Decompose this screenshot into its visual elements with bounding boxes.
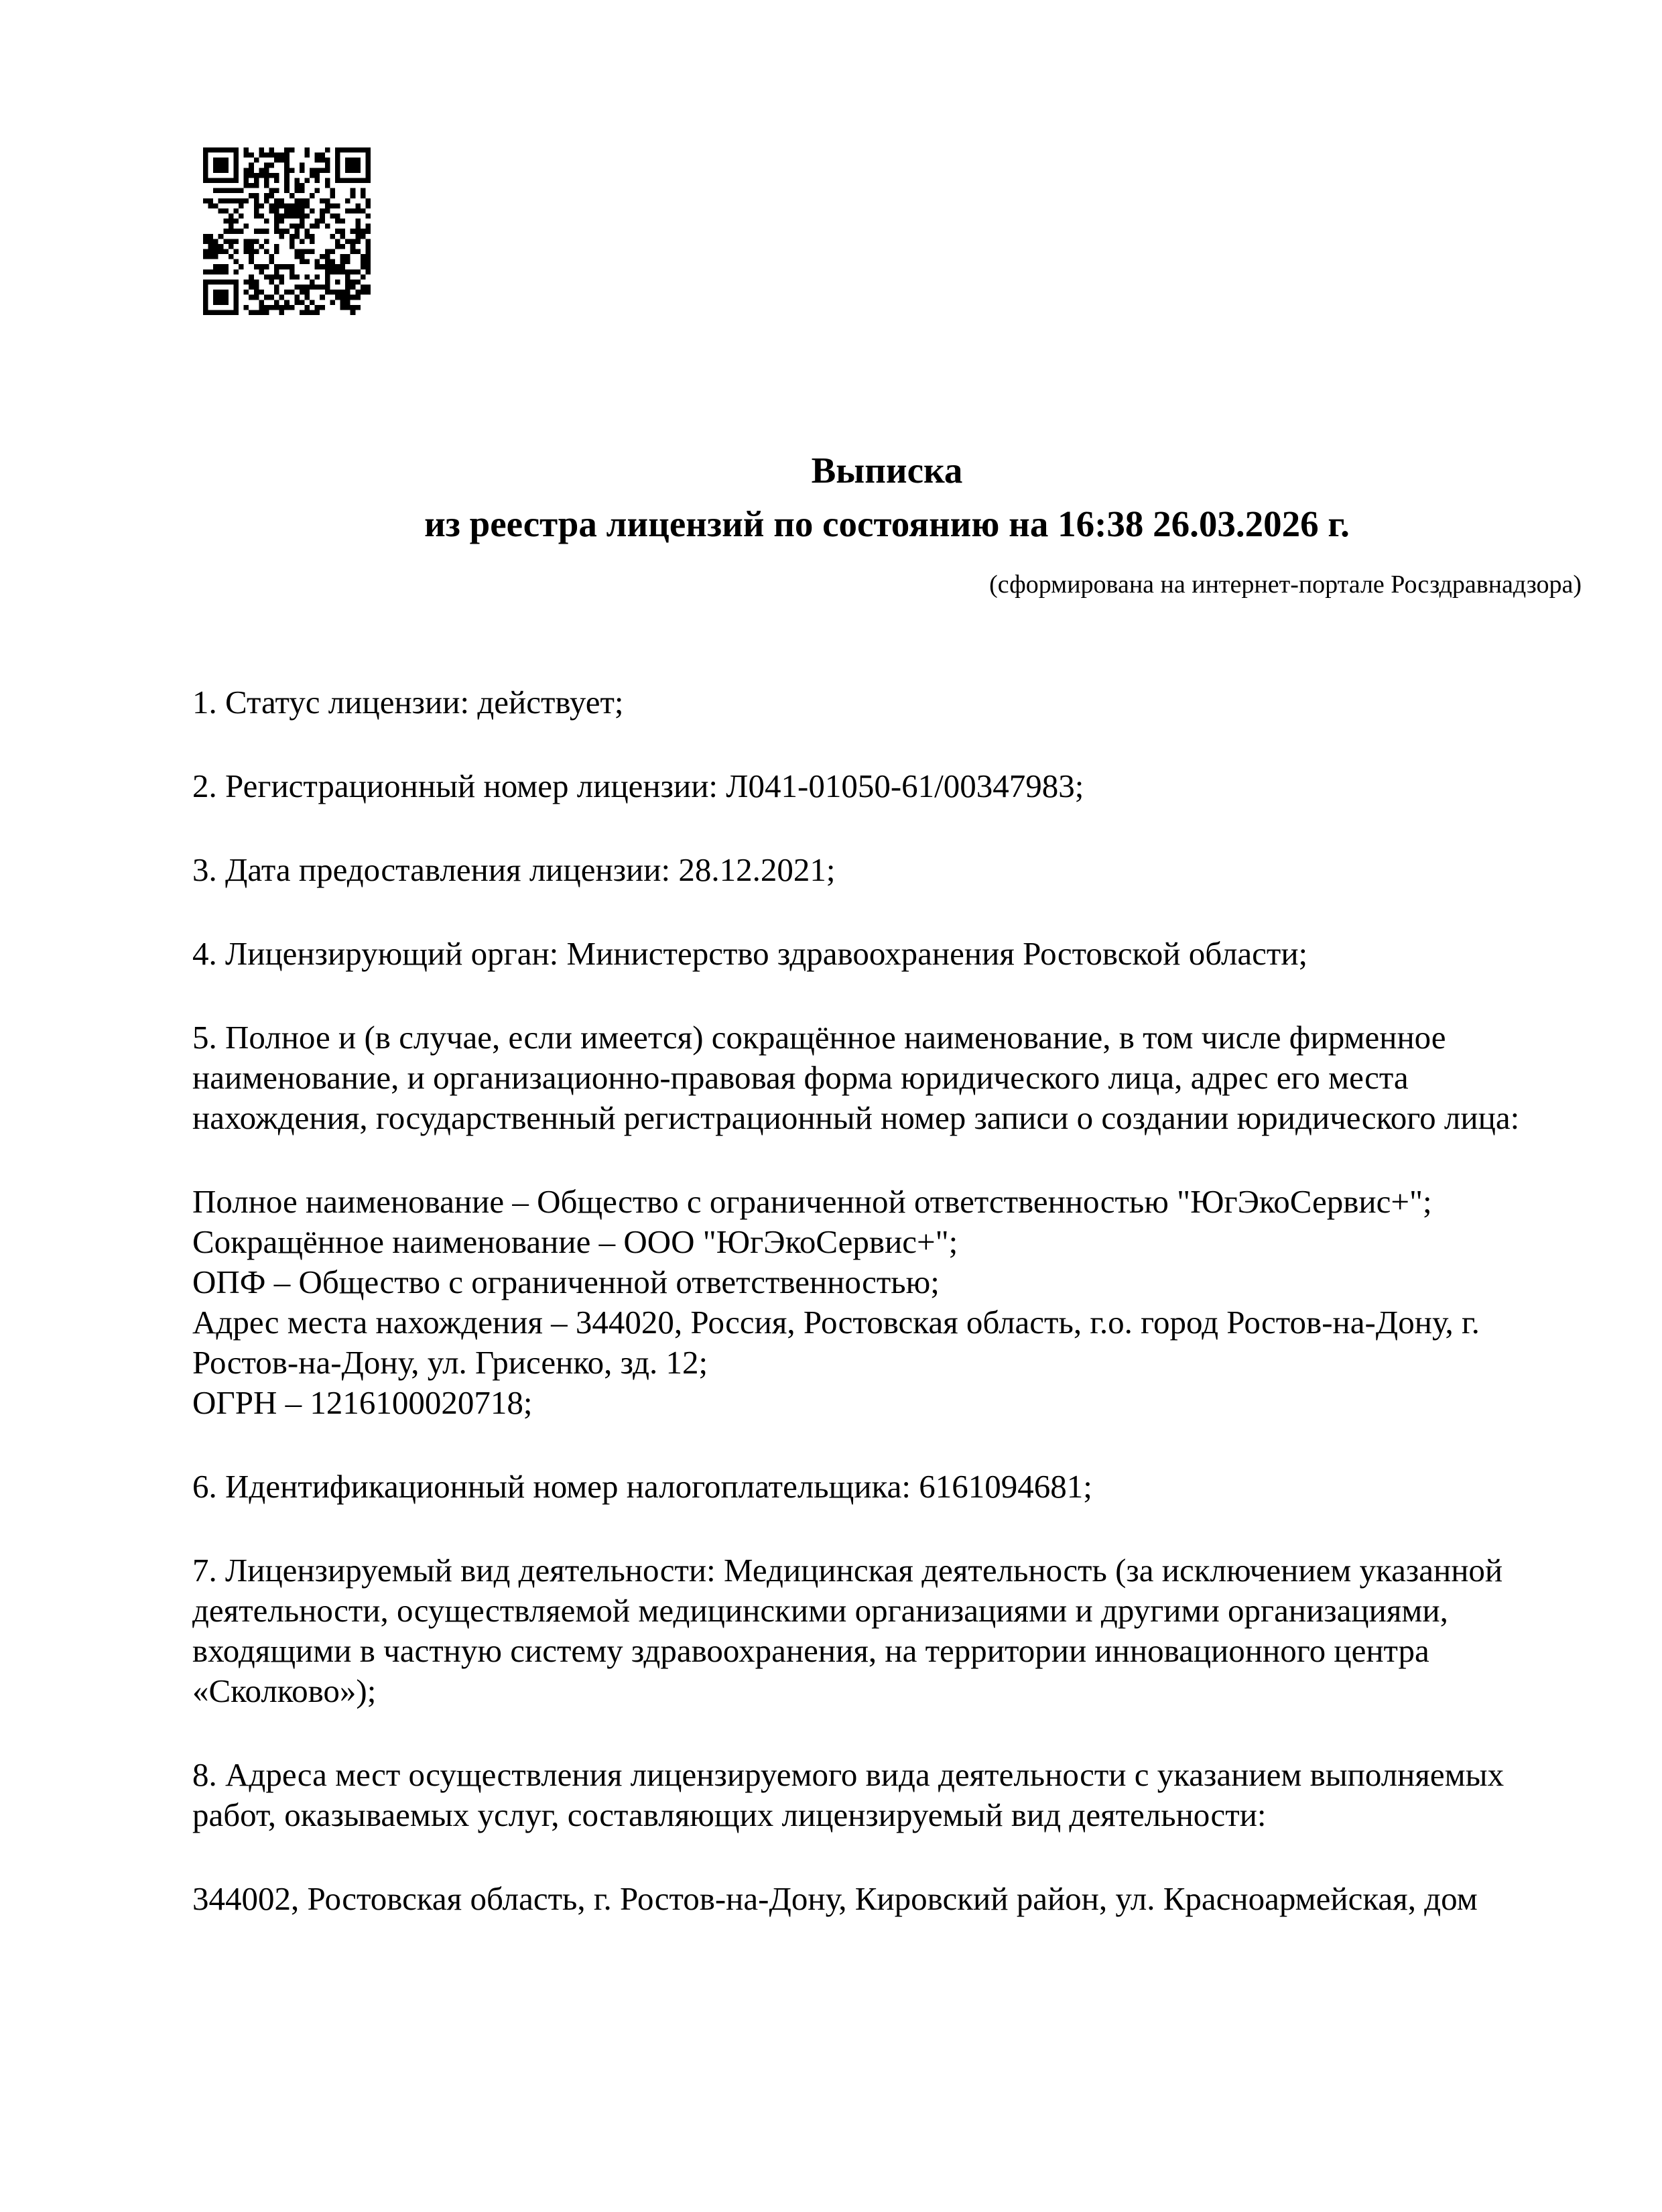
paragraph-taxpayer-number [192, 1467, 1582, 1507]
text-line: 344002, Ростовская область, г. Ростов-на-Дону, Кировский район, ул. Красноармейская, дом [192, 1880, 1478, 1917]
text-line: 1. Статус лицензии: действует; [192, 684, 624, 721]
document-title [192, 444, 1582, 551]
title-line-1: Выписка [811, 450, 963, 491]
qr-code [203, 147, 371, 315]
text-line: 8. Адреса мест осуществления лицензируемого вида деятельности с указанием выполняемых [192, 1756, 1505, 1793]
text-line: 7. Лицензируемый вид деятельности: Медицинская деятельность (за исключением указанной [192, 1552, 1503, 1589]
paragraph-licensed-activity [192, 1550, 1582, 1711]
text-line: входящими в частную систему здравоохранения, на территории инновационного центра [192, 1632, 1429, 1669]
paragraph-legal-entity-details [192, 1182, 1582, 1423]
text-line: ОПФ – Общество с ограниченной ответственностью; [192, 1264, 940, 1300]
text-line: ОГРН – 1216100020718; [192, 1384, 533, 1421]
text-line: Адрес места нахождения – 344020, Россия, Ростовская область, г.о. город Ростов-на-Дону, г. [192, 1304, 1480, 1341]
text-line: 5. Полное и (в случае, если имеется) сокращённое наименование, в том числе фирменное [192, 1019, 1446, 1056]
text-line: работ, оказываемых услуг, составляющих лицензируемый вид деятельности: [192, 1796, 1267, 1833]
text-line: нахождения, государственный регистрационный номер записи о создании юридического лица: [192, 1099, 1520, 1136]
text-line: Полное наименование – Общество с ограниченной ответственностью "ЮгЭкоСервис+"; [192, 1183, 1432, 1220]
text-line: 3. Дата предоставления лицензии: 28.12.2021; [192, 851, 836, 888]
document-body [192, 682, 1582, 1919]
text-line: 2. Регистрационный номер лицензии: Л041-01050-61/00347983; [192, 767, 1084, 804]
text-line: 6. Идентификационный номер налогоплательщика: 6161094681; [192, 1468, 1092, 1505]
paragraph-license-status [192, 682, 1582, 723]
paragraph-activity-address [192, 1879, 1582, 1919]
paragraph-licensing-authority [192, 934, 1582, 974]
text-line: Сокращённое наименование – ООО "ЮгЭкоСервис+"; [192, 1223, 958, 1260]
text-line: Ростов-на-Дону, ул. Грисенко, зд. 12; [192, 1344, 708, 1381]
paragraph-activity-addresses-intro [192, 1755, 1582, 1835]
paragraph-legal-entity-intro [192, 1018, 1582, 1138]
title-line-2: из реестра лицензий по состоянию на 16:38 26.03.2026 г. [424, 503, 1350, 544]
text-line: наименование, и организационно-правовая форма юридического лица, адрес его места [192, 1059, 1409, 1096]
paragraph-grant-date [192, 850, 1582, 890]
document-subtitle: (сформирована на интернет-портале Росздравнадзора) [989, 570, 1582, 599]
paragraph-registration-number [192, 766, 1582, 806]
text-line: «Сколково»); [192, 1672, 377, 1709]
text-line: деятельности, осуществляемой медицинскими организациями и другими организациями, [192, 1592, 1448, 1629]
text-line: 4. Лицензирующий орган: Министерство здравоохранения Ростовской области; [192, 935, 1308, 972]
